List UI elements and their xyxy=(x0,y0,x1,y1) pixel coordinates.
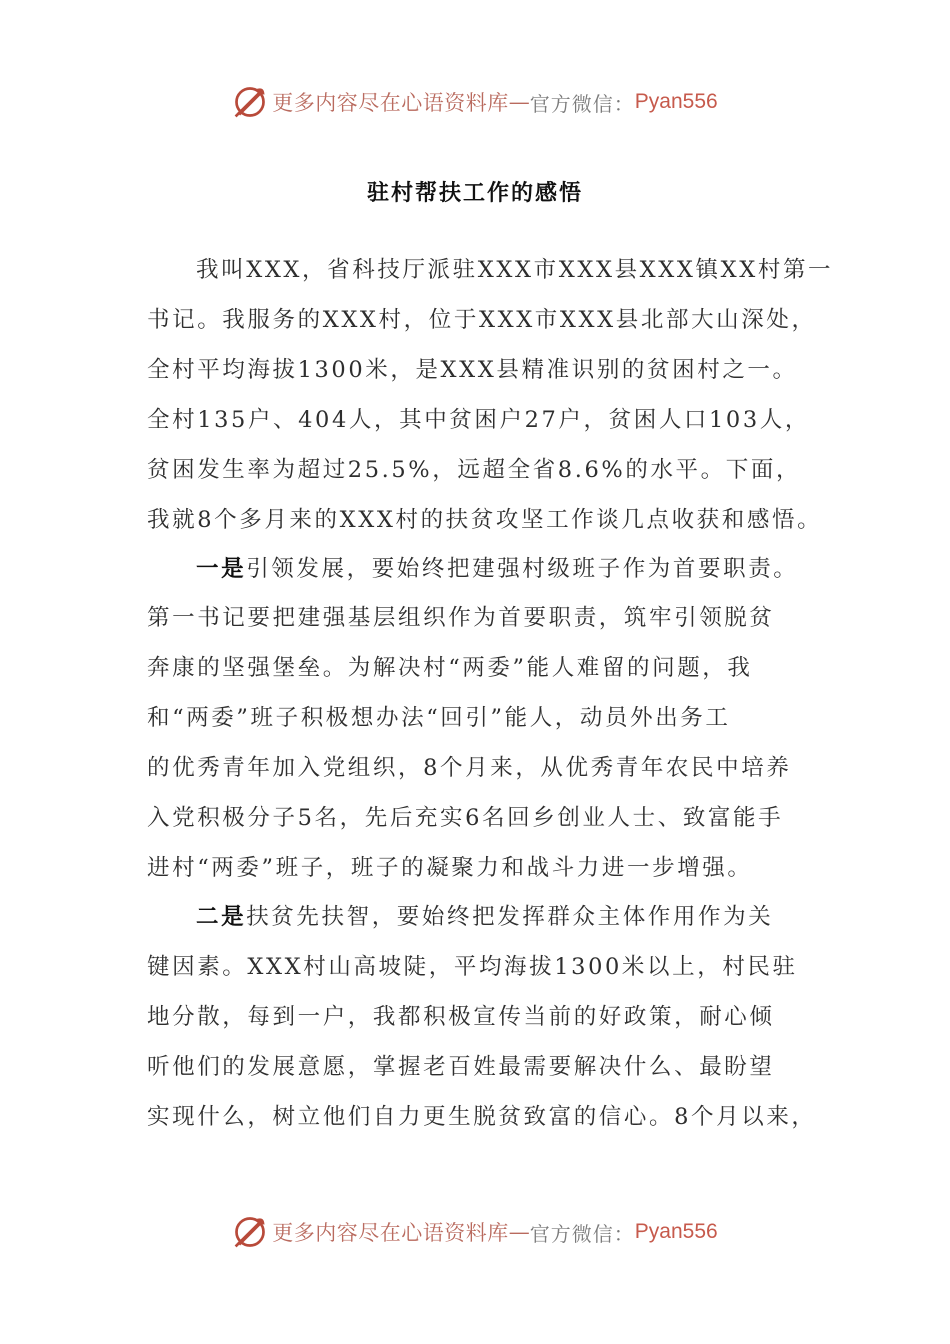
wechat-label: 官方微信： xyxy=(529,91,635,116)
body-line: 和“两委”班子积极想办法“回引”能人，动员外出务工 xyxy=(147,705,731,731)
body-line: 全村平均海拔1300米，是XXX县精准识别的贫困村之一。 xyxy=(147,357,798,383)
body-line: 书记。我服务的XXX村，位于XXX市XXX县北部大山深处， xyxy=(147,307,817,333)
body-line: 实现什么，树立他们自力更生脱贫致富的信心。8个月以来， xyxy=(147,1104,817,1130)
wechat-id: Pyan556 xyxy=(634,90,718,113)
header-watermark-banner xyxy=(0,82,950,122)
body-line: 听他们的发展意愿，掌握老百姓最需要解决什么、最盼望 xyxy=(147,1054,775,1080)
banner-text: 更多内容尽在心语资料库 xyxy=(272,91,509,115)
banner-text: 更多内容尽在心语资料库 xyxy=(272,1221,509,1245)
body-line: 键因素。XXX村山高坡陡，平均海拔1300米以上，村民驻 xyxy=(147,954,798,980)
document-title: 驻村帮扶工作的感悟 xyxy=(366,180,583,206)
body-line: 地分散，每到一户，我都积极宣传当前的好政策，耐心倾 xyxy=(147,1004,775,1030)
body-line: 第一书记要把建强基层组织作为首要职责，筑牢引领脱贫 xyxy=(147,605,775,631)
wechat-label: 官方微信： xyxy=(529,1221,635,1246)
body-line: 贫困发生率为超过25.5%，远超全省8.6%的水平。下面， xyxy=(147,457,802,483)
quill-pen-logo-icon xyxy=(232,1214,268,1250)
body-line: 全村135户、404人，其中贫困户27户，贫困人口103人， xyxy=(147,407,810,433)
body-line: 奔康的坚强堡垒。为解决村“两委”能人难留的问题，我 xyxy=(147,655,753,681)
paragraph-lead-second: 二是 xyxy=(196,904,247,930)
wechat-id: Pyan556 xyxy=(634,1220,718,1243)
body-line xyxy=(196,897,773,937)
banner-dash: — xyxy=(508,1220,530,1244)
body-line: 入党积极分子5名，先后充实6名回乡创业人士、致富能手 xyxy=(147,805,784,831)
body-line: 我叫XXX，省科技厅派驻XXX市XXX县XXX镇XX村第一 xyxy=(196,257,834,283)
body-line-text: 引领发展，要始终把建强村级班子作为首要职责。 xyxy=(246,556,799,582)
quill-pen-logo-icon xyxy=(232,84,268,120)
footer-watermark-banner xyxy=(0,1212,950,1252)
body-line-text: 扶贫先扶智，要始终把发挥群众主体作用作为关 xyxy=(246,904,774,930)
paragraph-lead-first: 一是 xyxy=(196,556,247,582)
body-line: 的优秀青年加入党组织，8个月来，从优秀青年农民中培养 xyxy=(147,755,792,781)
body-line: 进村“两委”班子，班子的凝聚力和战斗力进一步增强。 xyxy=(147,855,753,881)
banner-dash: — xyxy=(508,90,530,114)
body-line xyxy=(196,549,798,589)
body-line: 我就8个多月来的XXX村的扶贫攻坚工作谈几点收获和感悟。 xyxy=(147,507,823,533)
